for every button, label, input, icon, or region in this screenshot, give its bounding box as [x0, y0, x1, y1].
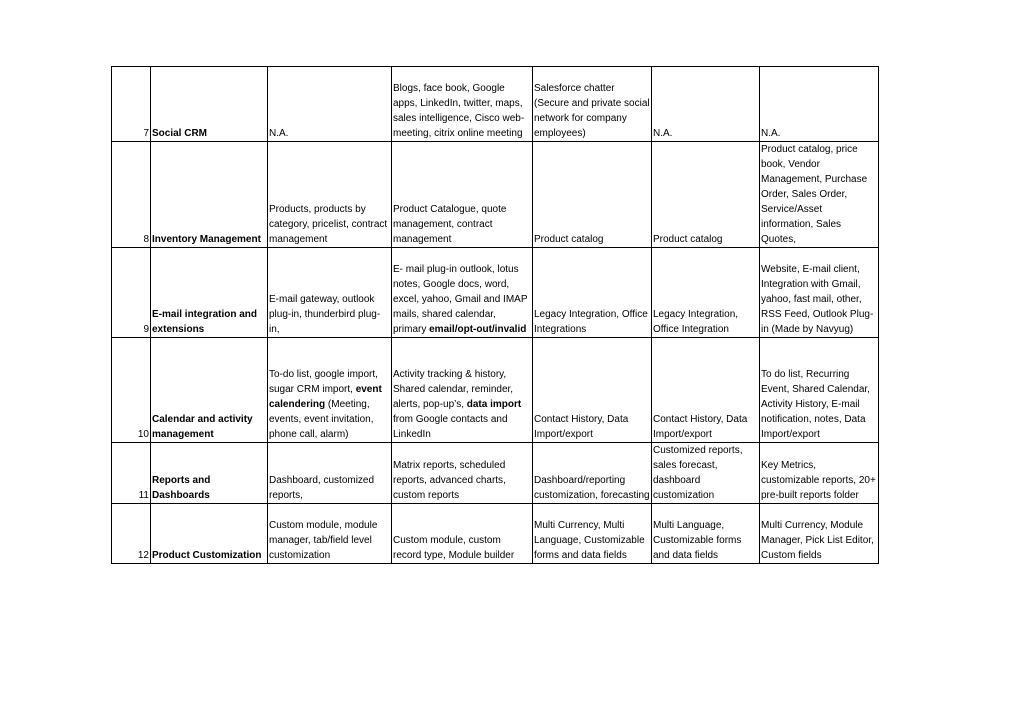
row-number: 12	[112, 504, 151, 564]
row-number: 11	[112, 443, 151, 504]
table-cell: Multi Currency, Multi Language, Customizable forms and data fields	[533, 504, 652, 564]
table-cell: Multi Language, Customizable forms and data fields	[652, 504, 760, 564]
cell-text: from Google contacts and LinkedIn	[393, 414, 508, 440]
table-cell	[392, 338, 533, 443]
table-cell: Product catalog, price book, Vendor Management, Purchase Order, Sales Order, Service/Asset information, Sales Quotes,	[760, 142, 879, 248]
table-cell: Custom module, custom record type, Module builder	[392, 504, 533, 564]
table-cell: Products, products by category, pricelist, contract management	[268, 142, 392, 248]
table-cell: N.A.	[652, 67, 760, 142]
crm-comparison-table	[111, 66, 879, 564]
cell-text-bold: event calendering	[269, 384, 382, 410]
table-row	[112, 338, 879, 443]
table-cell: Contact History, Data Import/export	[533, 338, 652, 443]
table-row	[112, 142, 879, 248]
table-cell: Product catalog	[533, 142, 652, 248]
table-cell: E-mail gateway, outlook plug-in, thunderbird plug-in,	[268, 248, 392, 338]
table-cell: Legacy Integration, Office Integration	[652, 248, 760, 338]
table-cell: Blogs, face book, Google apps, LinkedIn, twitter, maps, sales intelligence, Cisco web-meeting, citrix online meeting	[392, 67, 533, 142]
feature-name: E-mail integration and extensions	[151, 248, 268, 338]
table-row	[112, 248, 879, 338]
table-cell: Matrix reports, scheduled reports, advanced charts, custom reports	[392, 443, 533, 504]
cell-text: To-do list, google import, sugar CRM import,	[269, 369, 378, 395]
table-cell: Product catalog	[652, 142, 760, 248]
table-row	[112, 443, 879, 504]
table-cell: N.A.	[268, 67, 392, 142]
row-number: 10	[112, 338, 151, 443]
row-number: 8	[112, 142, 151, 248]
table-row	[112, 67, 879, 142]
table-cell: Dashboard/reporting customization, forecasting	[533, 443, 652, 504]
table-cell: Salesforce chatter (Secure and private social network for company employees)	[533, 67, 652, 142]
table-cell: Custom module, module manager, tab/field level customization	[268, 504, 392, 564]
table-cell: Dashboard, customized reports,	[268, 443, 392, 504]
table-row	[112, 504, 879, 564]
cell-text-bold: email/opt-out/invalid	[429, 324, 527, 335]
table-cell: Customized reports, sales forecast, dashboard customization	[652, 443, 760, 504]
feature-name: Reports and Dashboards	[151, 443, 268, 504]
cell-text: (Meeting, events, event invitation, phone call, alarm)	[269, 399, 374, 440]
row-number: 7	[112, 67, 151, 142]
cell-text-bold: data import	[466, 399, 522, 410]
cell-text: Activity tracking & history, Shared calendar, reminder, alerts, pop-up’s,	[393, 369, 514, 410]
row-number: 9	[112, 248, 151, 338]
table-cell: Legacy Integration, Office Integrations	[533, 248, 652, 338]
table-cell	[392, 248, 533, 338]
table-cell: Key Metrics, customizable reports, 20+ pre-built reports folder	[760, 443, 879, 504]
feature-name: Calendar and activity management	[151, 338, 268, 443]
table-cell: Multi Currency, Module Manager, Pick List Editor, Custom fields	[760, 504, 879, 564]
cell-text: E- mail plug-in outlook, lotus notes, Google docs, word, excel, yahoo, Gmail and IMAP mails, shared calendar, primary	[393, 264, 528, 335]
feature-name: Product Customization	[151, 504, 268, 564]
table-cell	[268, 338, 392, 443]
feature-name: Social CRM	[151, 67, 268, 142]
table-cell: Contact History, Data Import/export	[652, 338, 760, 443]
feature-name: Inventory Management	[151, 142, 268, 248]
table-cell: Website, E-mail client, Integration with Gmail, yahoo, fast mail, other, RSS Feed, Outlook Plug-in (Made by Navyug)	[760, 248, 879, 338]
table-cell: To do list, Recurring Event, Shared Calendar, Activity History, E-mail notification, notes, Data Import/export	[760, 338, 879, 443]
table-cell: Product Catalogue, quote management, contract management	[392, 142, 533, 248]
table-cell: N.A.	[760, 67, 879, 142]
